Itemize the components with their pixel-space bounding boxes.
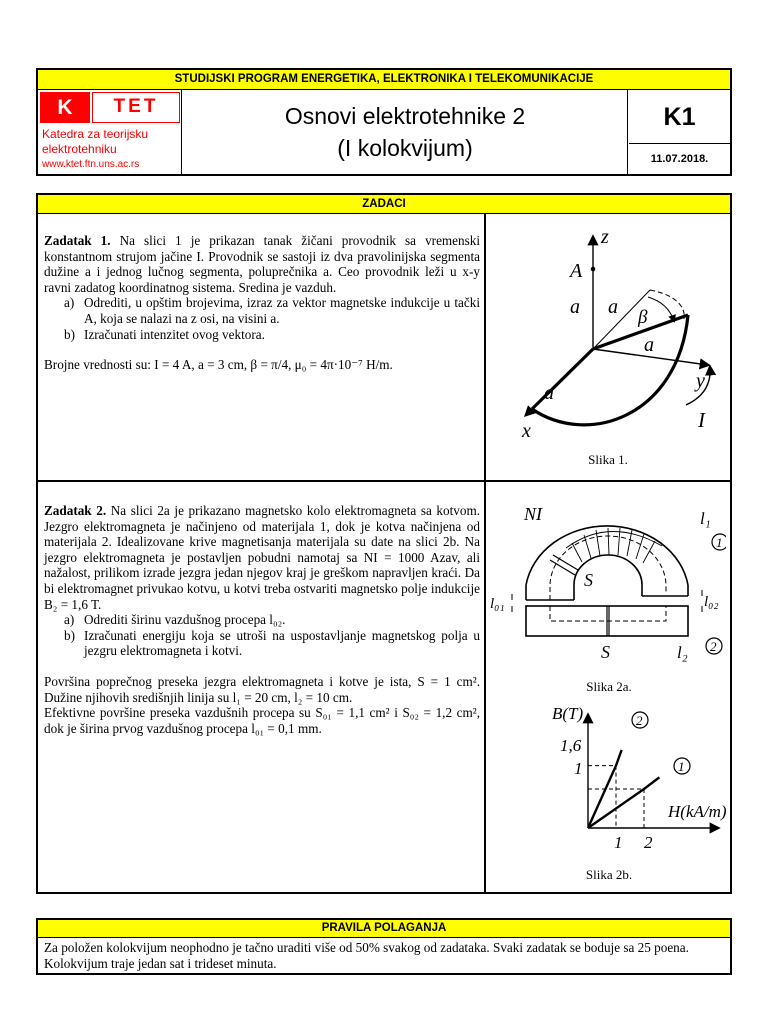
label-a-x: a	[544, 382, 554, 404]
label-y: y	[696, 370, 705, 392]
exam-code: K1	[629, 90, 730, 144]
task-2-question-b	[44, 628, 480, 659]
label-l2: l₂	[677, 643, 688, 662]
curve-2-label: 2	[636, 713, 643, 728]
question-text: Odrediti širinu vazdušnog procepa l₀₂.	[84, 612, 286, 628]
beta-arc	[648, 297, 674, 321]
label-l02: l₀₂	[704, 594, 719, 610]
task-2-data-2: Efektivne površine preseka vazdušnih procepa su S₀₁ = 1,1 cm² i S₀₂ = 1,2 cm², dok je širina prvog vazdušnog procepa l₀₁ = 0,1 mm.	[44, 705, 480, 736]
chart-x-label: H(kA/m)	[668, 802, 727, 821]
course-title	[183, 90, 628, 174]
question-label: a)	[64, 295, 75, 311]
tasks-section	[36, 193, 732, 894]
task-1-values: Brojne vrednosti su: I = 4 A, a = 3 cm, β = π/4, μ₀ = 4π·10⁻⁷ H/m.	[44, 357, 393, 373]
question-text: Odrediti, u opštim brojevima, izraz za vektor magnetske indukcije u tački A, koja se nalazi na z osi, na visini a.	[84, 295, 480, 326]
figure-1-caption: Slika 1.	[588, 452, 628, 467]
study-program-bar: STUDIJSKI PROGRAM ENERGETIKA, ELEKTRONIKA I TELEKOMUNIKACIJE	[38, 70, 730, 90]
chart-ytick-1: 1	[574, 759, 583, 778]
question-label: b)	[64, 627, 75, 643]
conductor-segment-2	[532, 349, 593, 409]
department-website: www.ktet.ftn.uns.ac.rs	[42, 159, 140, 170]
rules-text: Za položen kolokvijum neophodno je tačno uraditi više od 50% svakog od zadataka. Svaki zadatak se boduje sa 25 poena. Kolokvijum traje jedan sat i trideset minuta.	[44, 940, 689, 971]
mean-path-armature	[550, 606, 666, 621]
task-2-heading: Zadatak 2.	[44, 503, 107, 518]
rules-section	[36, 918, 732, 975]
rules-title: PRAVILA POLAGANJA	[38, 920, 730, 938]
label-z: z	[601, 227, 609, 248]
label-s-bottom: S	[601, 642, 610, 662]
label-l01: l₀₁	[490, 596, 505, 612]
label-a-radius: a	[608, 296, 618, 318]
department-name: Katedra za teorijsku elektrotehniku	[42, 127, 149, 156]
label-ni: NI	[524, 504, 542, 524]
section-line	[553, 555, 578, 570]
task-1-heading: Zadatak 1.	[44, 233, 111, 248]
label-a-segment: a	[644, 334, 654, 356]
task-2-question-a	[44, 612, 480, 628]
label-l1: l₁	[700, 509, 711, 528]
mean-path-core	[550, 536, 666, 600]
label-a-point: A	[570, 260, 583, 282]
row-divider	[38, 480, 730, 482]
chart-guides	[588, 766, 644, 828]
task-1-question-a	[44, 295, 480, 326]
logo-k-box: K	[40, 92, 90, 123]
label-material-1: 1	[716, 535, 723, 550]
column-divider	[484, 214, 486, 892]
figure-2b-bh-chart	[508, 703, 728, 859]
figure-2b-caption: Slika 2b.	[585, 867, 633, 882]
task-1-intro-text: Na slici 1 je prikazan tanak žičani provodnik sa vremenski konstantnom strujom jačine I. Provodnik se sastoji iz dva pravolinijska segmenta dužine a i jednog lučnog segmenta, poluprečnika a. Ceo provodnik leži u x-y ravni zadatog koordinatnog sistema. Sredina je vazduh.	[44, 233, 481, 295]
beta-angle-arc	[650, 290, 684, 319]
logo-tet-box: TET	[92, 92, 180, 123]
logo-cell	[38, 90, 182, 174]
question-text: Izračunati energiju koja se utroši na uspostavljanje magnetskog polja u jezgru elektromagneta i kotvi.	[84, 627, 480, 659]
question-label: a)	[64, 612, 75, 628]
exam-date: 11.07.2018.	[650, 153, 709, 165]
curve-1-label: 1	[678, 759, 685, 774]
label-current: I	[698, 408, 705, 432]
question-text: Izračunati intenzitet ovog vektora.	[84, 326, 265, 342]
chart-xtick-2: 2	[644, 833, 653, 852]
figure-1-conductor	[498, 227, 718, 457]
task-1	[44, 233, 480, 373]
label-s-top: S	[584, 570, 593, 590]
label-x: x	[522, 420, 531, 442]
course-name: Osnovi elektrotehnike 2	[284, 103, 526, 129]
exam-name: (I kolokvijum)	[337, 135, 473, 161]
task-1-intro	[44, 233, 480, 295]
question-label: b)	[64, 326, 75, 342]
task-2	[44, 503, 480, 736]
task-2-questions	[44, 612, 480, 659]
label-material-2: 2	[710, 639, 717, 654]
figure-2a-magnetic-circuit	[490, 500, 726, 675]
task-2-intro	[44, 503, 480, 612]
label-a-height: a	[570, 296, 580, 318]
chart-xtick-1: 1	[614, 833, 623, 852]
figure-2a-caption: Slika 2a.	[586, 679, 632, 694]
task-1-question-b	[44, 327, 480, 343]
task-2-data-1: Površina poprečnog preseka jezgra elektromagneta i kotve je ista, S = 1 cm². Dužine njihovih središnjih linija su l₁ = 20 cm, l₂ = 10 cm.	[44, 673, 480, 705]
exam-header	[36, 68, 732, 176]
chart-ytick-1-6: 1,6	[560, 736, 582, 755]
task-2-intro-text: Na slici 2a je prikazano magnetsko kolo elektromagneta sa kotvom. Jezgro elektromagneta je načinjeno od materijala 1, dok je kotva načinjena od materijala 2. Idealizovane krive magnetisanja materijala su date na slici 2b. Na jezgro elektromagneta je postavljen pobudni namotaj sa NI = 1000 Azav, ali nažalost, prilikom izrade jezgra jedan njegov kraj je greškom napravljen kraći. Da bi elektromagnet privukao kotvu, u kotvi treba ostvariti magnetsko polje indukcije B₂ = 1,6 T.	[44, 503, 481, 612]
tasks-section-title: ZADACI	[38, 195, 730, 214]
point-a-marker	[591, 267, 596, 272]
winding	[566, 528, 662, 563]
label-beta: β	[638, 307, 648, 328]
task-1-questions	[44, 295, 480, 342]
chart-y-label: B(T)	[552, 704, 584, 723]
